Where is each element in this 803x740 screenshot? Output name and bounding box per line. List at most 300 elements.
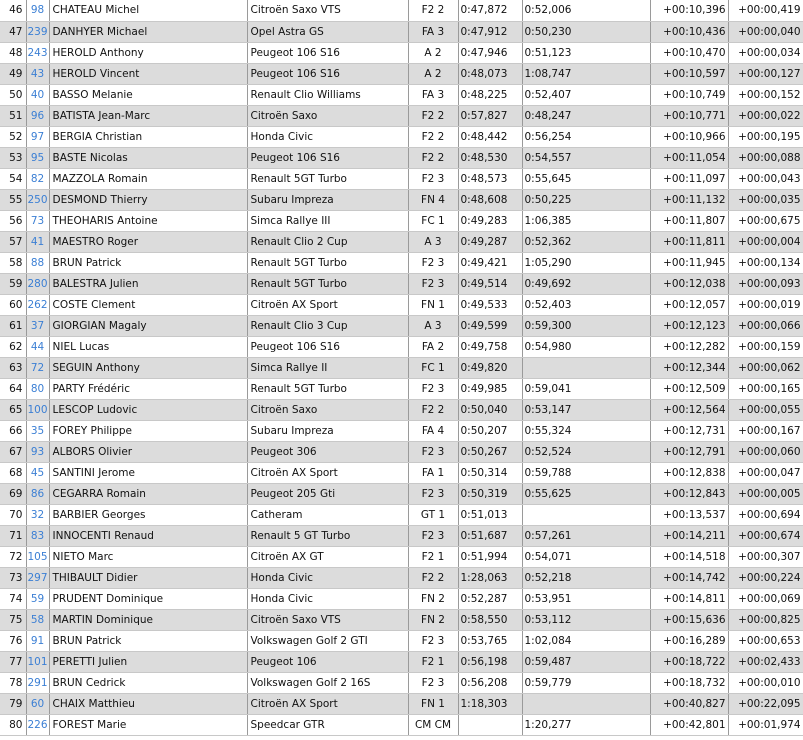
- position-cell: 78: [0, 672, 26, 693]
- gap-to-leader-cell: +00:12,509: [650, 378, 728, 399]
- race-number-cell[interactable]: 82: [26, 168, 49, 189]
- run1-time-cell: 0:48,608: [458, 189, 522, 210]
- driver-name-cell: PRUDENT Dominique: [49, 588, 247, 609]
- position-cell: 75: [0, 609, 26, 630]
- class-cell: FA 1: [408, 462, 458, 483]
- gap-to-leader-cell: +00:18,732: [650, 672, 728, 693]
- class-cell: F2 3: [408, 441, 458, 462]
- position-cell: 68: [0, 462, 26, 483]
- car-model-cell: Citroën Saxo VTS: [247, 609, 408, 630]
- class-cell: FN 4: [408, 189, 458, 210]
- position-cell: 56: [0, 210, 26, 231]
- driver-name-cell: BRUN Patrick: [49, 630, 247, 651]
- driver-name-cell: THEOHARIS Antoine: [49, 210, 247, 231]
- table-row: [0, 21, 803, 42]
- table-row: [0, 336, 803, 357]
- class-cell: FN 1: [408, 693, 458, 714]
- race-number-cell[interactable]: 95: [26, 147, 49, 168]
- run1-time-cell: 0:56,208: [458, 672, 522, 693]
- driver-name-cell: CHAIX Matthieu: [49, 693, 247, 714]
- run2-time-cell: 0:54,980: [522, 336, 650, 357]
- run2-time-cell: 0:53,147: [522, 399, 650, 420]
- class-cell: F2 2: [408, 147, 458, 168]
- run2-time-cell: 0:50,225: [522, 189, 650, 210]
- run1-time-cell: 0:50,314: [458, 462, 522, 483]
- gap-to-leader-cell: +00:14,742: [650, 567, 728, 588]
- car-model-cell: Renault 5GT Turbo: [247, 273, 408, 294]
- class-cell: GT 1: [408, 504, 458, 525]
- car-model-cell: Volkswagen Golf 2 16S: [247, 672, 408, 693]
- run1-time-cell: 0:49,820: [458, 357, 522, 378]
- class-cell: FA 2: [408, 336, 458, 357]
- race-number-cell[interactable]: 59: [26, 588, 49, 609]
- driver-name-cell: COSTE Clement: [49, 294, 247, 315]
- race-number-cell[interactable]: 226: [26, 714, 49, 735]
- car-model-cell: Peugeot 106 S16: [247, 147, 408, 168]
- run2-time-cell: 0:52,362: [522, 231, 650, 252]
- gap-to-leader-cell: +00:11,132: [650, 189, 728, 210]
- position-cell: 70: [0, 504, 26, 525]
- gap-to-previous-cell: +00:00,010: [728, 672, 803, 693]
- gap-to-previous-cell: +00:00,034: [728, 42, 803, 63]
- race-number-cell[interactable]: 44: [26, 336, 49, 357]
- gap-to-leader-cell: +00:12,564: [650, 399, 728, 420]
- run2-time-cell: 0:52,218: [522, 567, 650, 588]
- class-cell: F2 3: [408, 672, 458, 693]
- class-cell: F2 2: [408, 105, 458, 126]
- gap-to-leader-cell: +00:12,282: [650, 336, 728, 357]
- table-row: [0, 630, 803, 651]
- gap-to-previous-cell: +00:00,066: [728, 315, 803, 336]
- class-cell: A 2: [408, 63, 458, 84]
- position-cell: 47: [0, 21, 26, 42]
- run2-time-cell: 0:57,261: [522, 525, 650, 546]
- position-cell: 46: [0, 0, 26, 21]
- car-model-cell: Honda Civic: [247, 567, 408, 588]
- class-cell: F2 3: [408, 525, 458, 546]
- position-cell: 76: [0, 630, 26, 651]
- gap-to-previous-cell: +00:00,047: [728, 462, 803, 483]
- car-model-cell: Catheram: [247, 504, 408, 525]
- driver-name-cell: FOREST Marie: [49, 714, 247, 735]
- gap-to-previous-cell: +00:00,005: [728, 483, 803, 504]
- race-number-cell[interactable]: 73: [26, 210, 49, 231]
- position-cell: 73: [0, 567, 26, 588]
- gap-to-leader-cell: +00:14,518: [650, 546, 728, 567]
- car-model-cell: Speedcar GTR: [247, 714, 408, 735]
- race-number-cell[interactable]: 243: [26, 42, 49, 63]
- car-model-cell: Citroën Saxo: [247, 105, 408, 126]
- table-row: [0, 420, 803, 441]
- gap-to-leader-cell: +00:18,722: [650, 651, 728, 672]
- run2-time-cell: 1:08,747: [522, 63, 650, 84]
- gap-to-previous-cell: +00:00,093: [728, 273, 803, 294]
- position-cell: 65: [0, 399, 26, 420]
- gap-to-leader-cell: +00:12,838: [650, 462, 728, 483]
- position-cell: 48: [0, 42, 26, 63]
- position-cell: 54: [0, 168, 26, 189]
- driver-name-cell: DESMOND Thierry: [49, 189, 247, 210]
- gap-to-previous-cell: +00:00,022: [728, 105, 803, 126]
- race-number-cell[interactable]: 32: [26, 504, 49, 525]
- gap-to-previous-cell: +00:00,088: [728, 147, 803, 168]
- run1-time-cell: 0:49,283: [458, 210, 522, 231]
- car-model-cell: Citroën AX Sport: [247, 693, 408, 714]
- driver-name-cell: SANTINI Jerome: [49, 462, 247, 483]
- run2-time-cell: 0:56,254: [522, 126, 650, 147]
- run2-time-cell: 0:48,247: [522, 105, 650, 126]
- table-row: [0, 231, 803, 252]
- gap-to-previous-cell: +00:00,674: [728, 525, 803, 546]
- run2-time-cell: 0:59,041: [522, 378, 650, 399]
- car-model-cell: Citroën AX GT: [247, 546, 408, 567]
- class-cell: A 3: [408, 231, 458, 252]
- race-number-cell[interactable]: 96: [26, 105, 49, 126]
- gap-to-previous-cell: +00:02,433: [728, 651, 803, 672]
- table-row: [0, 378, 803, 399]
- gap-to-previous-cell: +00:00,307: [728, 546, 803, 567]
- run1-time-cell: 0:49,514: [458, 273, 522, 294]
- driver-name-cell: BATISTA Jean-Marc: [49, 105, 247, 126]
- run1-time-cell: 0:52,287: [458, 588, 522, 609]
- run2-time-cell: [522, 504, 650, 525]
- class-cell: F2 2: [408, 567, 458, 588]
- position-cell: 80: [0, 714, 26, 735]
- run1-time-cell: 0:51,013: [458, 504, 522, 525]
- gap-to-leader-cell: +00:10,966: [650, 126, 728, 147]
- race-number-cell[interactable]: 43: [26, 63, 49, 84]
- race-number-cell[interactable]: 98: [26, 0, 49, 21]
- driver-name-cell: CHATEAU Michel: [49, 0, 247, 21]
- class-cell: CM CM: [408, 714, 458, 735]
- run1-time-cell: [458, 714, 522, 735]
- position-cell: 61: [0, 315, 26, 336]
- class-cell: F2 3: [408, 630, 458, 651]
- table-row: [0, 210, 803, 231]
- run1-time-cell: 0:51,687: [458, 525, 522, 546]
- run1-time-cell: 0:58,550: [458, 609, 522, 630]
- run2-time-cell: 0:53,951: [522, 588, 650, 609]
- table-row: [0, 546, 803, 567]
- run1-time-cell: 0:49,287: [458, 231, 522, 252]
- class-cell: FN 2: [408, 588, 458, 609]
- class-cell: F2 1: [408, 546, 458, 567]
- car-model-cell: Opel Astra GS: [247, 21, 408, 42]
- race-number-cell[interactable]: 93: [26, 441, 49, 462]
- gap-to-leader-cell: +00:12,123: [650, 315, 728, 336]
- race-number-cell[interactable]: 72: [26, 357, 49, 378]
- race-number-cell[interactable]: 291: [26, 672, 49, 693]
- run2-time-cell: [522, 693, 650, 714]
- gap-to-leader-cell: +00:16,289: [650, 630, 728, 651]
- gap-to-leader-cell: +00:14,211: [650, 525, 728, 546]
- class-cell: F2 2: [408, 0, 458, 21]
- gap-to-leader-cell: +00:11,811: [650, 231, 728, 252]
- gap-to-previous-cell: +00:00,694: [728, 504, 803, 525]
- race-number-cell[interactable]: 100: [26, 399, 49, 420]
- gap-to-previous-cell: +00:00,019: [728, 294, 803, 315]
- position-cell: 60: [0, 294, 26, 315]
- gap-to-leader-cell: +00:40,827: [650, 693, 728, 714]
- gap-to-leader-cell: +00:10,749: [650, 84, 728, 105]
- run1-time-cell: 1:28,063: [458, 567, 522, 588]
- table-row: [0, 273, 803, 294]
- gap-to-leader-cell: +00:12,791: [650, 441, 728, 462]
- run1-time-cell: 0:53,765: [458, 630, 522, 651]
- race-number-cell[interactable]: 88: [26, 252, 49, 273]
- table-row: [0, 462, 803, 483]
- car-model-cell: Peugeot 106 S16: [247, 63, 408, 84]
- car-model-cell: Peugeot 205 Gti: [247, 483, 408, 504]
- gap-to-leader-cell: +00:10,771: [650, 105, 728, 126]
- table-row: [0, 609, 803, 630]
- position-cell: 58: [0, 252, 26, 273]
- driver-name-cell: PERETTI Julien: [49, 651, 247, 672]
- table-row: [0, 84, 803, 105]
- gap-to-leader-cell: +00:12,344: [650, 357, 728, 378]
- gap-to-leader-cell: +00:12,057: [650, 294, 728, 315]
- position-cell: 52: [0, 126, 26, 147]
- gap-to-previous-cell: +00:00,419: [728, 0, 803, 21]
- run2-time-cell: 0:51,123: [522, 42, 650, 63]
- run1-time-cell: 0:56,198: [458, 651, 522, 672]
- car-model-cell: Honda Civic: [247, 588, 408, 609]
- race-number-cell[interactable]: 37: [26, 315, 49, 336]
- run2-time-cell: 0:52,006: [522, 0, 650, 21]
- position-cell: 55: [0, 189, 26, 210]
- run1-time-cell: 0:50,207: [458, 420, 522, 441]
- run1-time-cell: 0:48,530: [458, 147, 522, 168]
- car-model-cell: Peugeot 106: [247, 651, 408, 672]
- gap-to-leader-cell: +00:12,731: [650, 420, 728, 441]
- run2-time-cell: 0:59,487: [522, 651, 650, 672]
- race-number-cell[interactable]: 239: [26, 21, 49, 42]
- gap-to-previous-cell: +00:00,060: [728, 441, 803, 462]
- race-number-cell[interactable]: 35: [26, 420, 49, 441]
- driver-name-cell: PARTY Frédéric: [49, 378, 247, 399]
- table-row: [0, 672, 803, 693]
- driver-name-cell: NIEL Lucas: [49, 336, 247, 357]
- class-cell: F2 3: [408, 483, 458, 504]
- table-row: [0, 588, 803, 609]
- run2-time-cell: 1:20,277: [522, 714, 650, 735]
- driver-name-cell: DANHYER Michael: [49, 21, 247, 42]
- table-row: [0, 252, 803, 273]
- race-number-cell[interactable]: 97: [26, 126, 49, 147]
- driver-name-cell: BARBIER Georges: [49, 504, 247, 525]
- position-cell: 79: [0, 693, 26, 714]
- car-model-cell: Renault Clio Williams: [247, 84, 408, 105]
- gap-to-previous-cell: +00:00,653: [728, 630, 803, 651]
- gap-to-leader-cell: +00:11,807: [650, 210, 728, 231]
- class-cell: FC 1: [408, 357, 458, 378]
- gap-to-previous-cell: +00:00,004: [728, 231, 803, 252]
- class-cell: A 2: [408, 42, 458, 63]
- driver-name-cell: MAESTRO Roger: [49, 231, 247, 252]
- position-cell: 62: [0, 336, 26, 357]
- gap-to-previous-cell: +00:00,224: [728, 567, 803, 588]
- run2-time-cell: 0:59,779: [522, 672, 650, 693]
- class-cell: F2 3: [408, 252, 458, 273]
- race-number-cell[interactable]: 45: [26, 462, 49, 483]
- gap-to-previous-cell: +00:00,825: [728, 609, 803, 630]
- position-cell: 66: [0, 420, 26, 441]
- gap-to-previous-cell: +00:00,127: [728, 63, 803, 84]
- run2-time-cell: 0:49,692: [522, 273, 650, 294]
- run1-time-cell: 1:18,303: [458, 693, 522, 714]
- class-cell: F2 1: [408, 651, 458, 672]
- race-number-cell[interactable]: 101: [26, 651, 49, 672]
- table-row: [0, 441, 803, 462]
- class-cell: FN 2: [408, 609, 458, 630]
- race-number-cell[interactable]: 262: [26, 294, 49, 315]
- race-number-cell[interactable]: 250: [26, 189, 49, 210]
- driver-name-cell: BRUN Patrick: [49, 252, 247, 273]
- table-row: [0, 189, 803, 210]
- gap-to-leader-cell: +00:10,597: [650, 63, 728, 84]
- car-model-cell: Simca Rallye II: [247, 357, 408, 378]
- position-cell: 50: [0, 84, 26, 105]
- car-model-cell: Renault Clio 3 Cup: [247, 315, 408, 336]
- run1-time-cell: 0:48,225: [458, 84, 522, 105]
- position-cell: 53: [0, 147, 26, 168]
- run1-time-cell: 0:57,827: [458, 105, 522, 126]
- run1-time-cell: 0:49,533: [458, 294, 522, 315]
- run1-time-cell: 0:47,946: [458, 42, 522, 63]
- car-model-cell: Renault 5GT Turbo: [247, 378, 408, 399]
- gap-to-previous-cell: +00:00,055: [728, 399, 803, 420]
- race-number-cell[interactable]: 280: [26, 273, 49, 294]
- gap-to-leader-cell: +00:10,396: [650, 0, 728, 21]
- car-model-cell: Citroën Saxo: [247, 399, 408, 420]
- position-cell: 51: [0, 105, 26, 126]
- driver-name-cell: FOREY Philippe: [49, 420, 247, 441]
- car-model-cell: Renault Clio 2 Cup: [247, 231, 408, 252]
- class-cell: F2 3: [408, 273, 458, 294]
- race-number-cell[interactable]: 297: [26, 567, 49, 588]
- position-cell: 77: [0, 651, 26, 672]
- gap-to-leader-cell: +00:14,811: [650, 588, 728, 609]
- gap-to-previous-cell: +00:00,035: [728, 189, 803, 210]
- driver-name-cell: SEGUIN Anthony: [49, 357, 247, 378]
- race-number-cell[interactable]: 83: [26, 525, 49, 546]
- table-row: [0, 63, 803, 84]
- run1-time-cell: 0:48,442: [458, 126, 522, 147]
- gap-to-previous-cell: +00:01,974: [728, 714, 803, 735]
- run1-time-cell: 0:49,599: [458, 315, 522, 336]
- table-row: [0, 567, 803, 588]
- gap-to-leader-cell: +00:15,636: [650, 609, 728, 630]
- race-number-cell[interactable]: 80: [26, 378, 49, 399]
- car-model-cell: Citroën AX Sport: [247, 294, 408, 315]
- position-cell: 57: [0, 231, 26, 252]
- car-model-cell: Simca Rallye III: [247, 210, 408, 231]
- driver-name-cell: HEROLD Vincent: [49, 63, 247, 84]
- gap-to-previous-cell: +00:00,165: [728, 378, 803, 399]
- driver-name-cell: MARTIN Dominique: [49, 609, 247, 630]
- gap-to-previous-cell: +00:00,167: [728, 420, 803, 441]
- class-cell: F2 3: [408, 168, 458, 189]
- run1-time-cell: 0:49,758: [458, 336, 522, 357]
- position-cell: 72: [0, 546, 26, 567]
- car-model-cell: Subaru Impreza: [247, 420, 408, 441]
- run1-time-cell: 0:49,421: [458, 252, 522, 273]
- car-model-cell: Peugeot 106 S16: [247, 42, 408, 63]
- run1-time-cell: 0:49,985: [458, 378, 522, 399]
- race-number-cell[interactable]: 86: [26, 483, 49, 504]
- class-cell: FC 1: [408, 210, 458, 231]
- run2-time-cell: 0:55,324: [522, 420, 650, 441]
- gap-to-previous-cell: +00:22,095: [728, 693, 803, 714]
- run2-time-cell: 0:55,645: [522, 168, 650, 189]
- gap-to-previous-cell: +00:00,040: [728, 21, 803, 42]
- run2-time-cell: 0:52,403: [522, 294, 650, 315]
- gap-to-previous-cell: +00:00,152: [728, 84, 803, 105]
- run2-time-cell: 0:54,557: [522, 147, 650, 168]
- table-row: [0, 126, 803, 147]
- gap-to-leader-cell: +00:12,843: [650, 483, 728, 504]
- driver-name-cell: BRUN Cedrick: [49, 672, 247, 693]
- run1-time-cell: 0:48,073: [458, 63, 522, 84]
- car-model-cell: Renault 5GT Turbo: [247, 252, 408, 273]
- class-cell: F2 2: [408, 126, 458, 147]
- driver-name-cell: ALBORS Olivier: [49, 441, 247, 462]
- gap-to-previous-cell: +00:00,062: [728, 357, 803, 378]
- class-cell: F2 2: [408, 399, 458, 420]
- table-row: [0, 168, 803, 189]
- race-number-cell[interactable]: 60: [26, 693, 49, 714]
- table-row: [0, 357, 803, 378]
- race-number-cell[interactable]: 91: [26, 630, 49, 651]
- position-cell: 74: [0, 588, 26, 609]
- gap-to-previous-cell: +00:00,675: [728, 210, 803, 231]
- gap-to-leader-cell: +00:10,470: [650, 42, 728, 63]
- gap-to-leader-cell: +00:13,537: [650, 504, 728, 525]
- run2-time-cell: 0:52,407: [522, 84, 650, 105]
- gap-to-leader-cell: +00:11,097: [650, 168, 728, 189]
- race-number-cell[interactable]: 58: [26, 609, 49, 630]
- class-cell: FN 1: [408, 294, 458, 315]
- position-cell: 67: [0, 441, 26, 462]
- driver-name-cell: THIBAULT Didier: [49, 567, 247, 588]
- driver-name-cell: BASSO Melanie: [49, 84, 247, 105]
- gap-to-leader-cell: +00:11,054: [650, 147, 728, 168]
- table-row: [0, 0, 803, 21]
- car-model-cell: Citroën Saxo VTS: [247, 0, 408, 21]
- driver-name-cell: BASTE Nicolas: [49, 147, 247, 168]
- race-number-cell[interactable]: 40: [26, 84, 49, 105]
- run1-time-cell: 0:47,912: [458, 21, 522, 42]
- class-cell: A 3: [408, 315, 458, 336]
- table-row: [0, 315, 803, 336]
- car-model-cell: Renault 5 GT Turbo: [247, 525, 408, 546]
- run2-time-cell: 1:06,385: [522, 210, 650, 231]
- gap-to-leader-cell: +00:11,945: [650, 252, 728, 273]
- race-number-cell[interactable]: 105: [26, 546, 49, 567]
- table-row: [0, 399, 803, 420]
- driver-name-cell: INNOCENTI Renaud: [49, 525, 247, 546]
- race-number-cell[interactable]: 41: [26, 231, 49, 252]
- gap-to-previous-cell: +00:00,069: [728, 588, 803, 609]
- run2-time-cell: 0:55,625: [522, 483, 650, 504]
- run1-time-cell: 0:47,872: [458, 0, 522, 21]
- position-cell: 49: [0, 63, 26, 84]
- run2-time-cell: 0:59,300: [522, 315, 650, 336]
- class-cell: F2 3: [408, 378, 458, 399]
- driver-name-cell: MAZZOLA Romain: [49, 168, 247, 189]
- run1-time-cell: 0:51,994: [458, 546, 522, 567]
- driver-name-cell: LESCOP Ludovic: [49, 399, 247, 420]
